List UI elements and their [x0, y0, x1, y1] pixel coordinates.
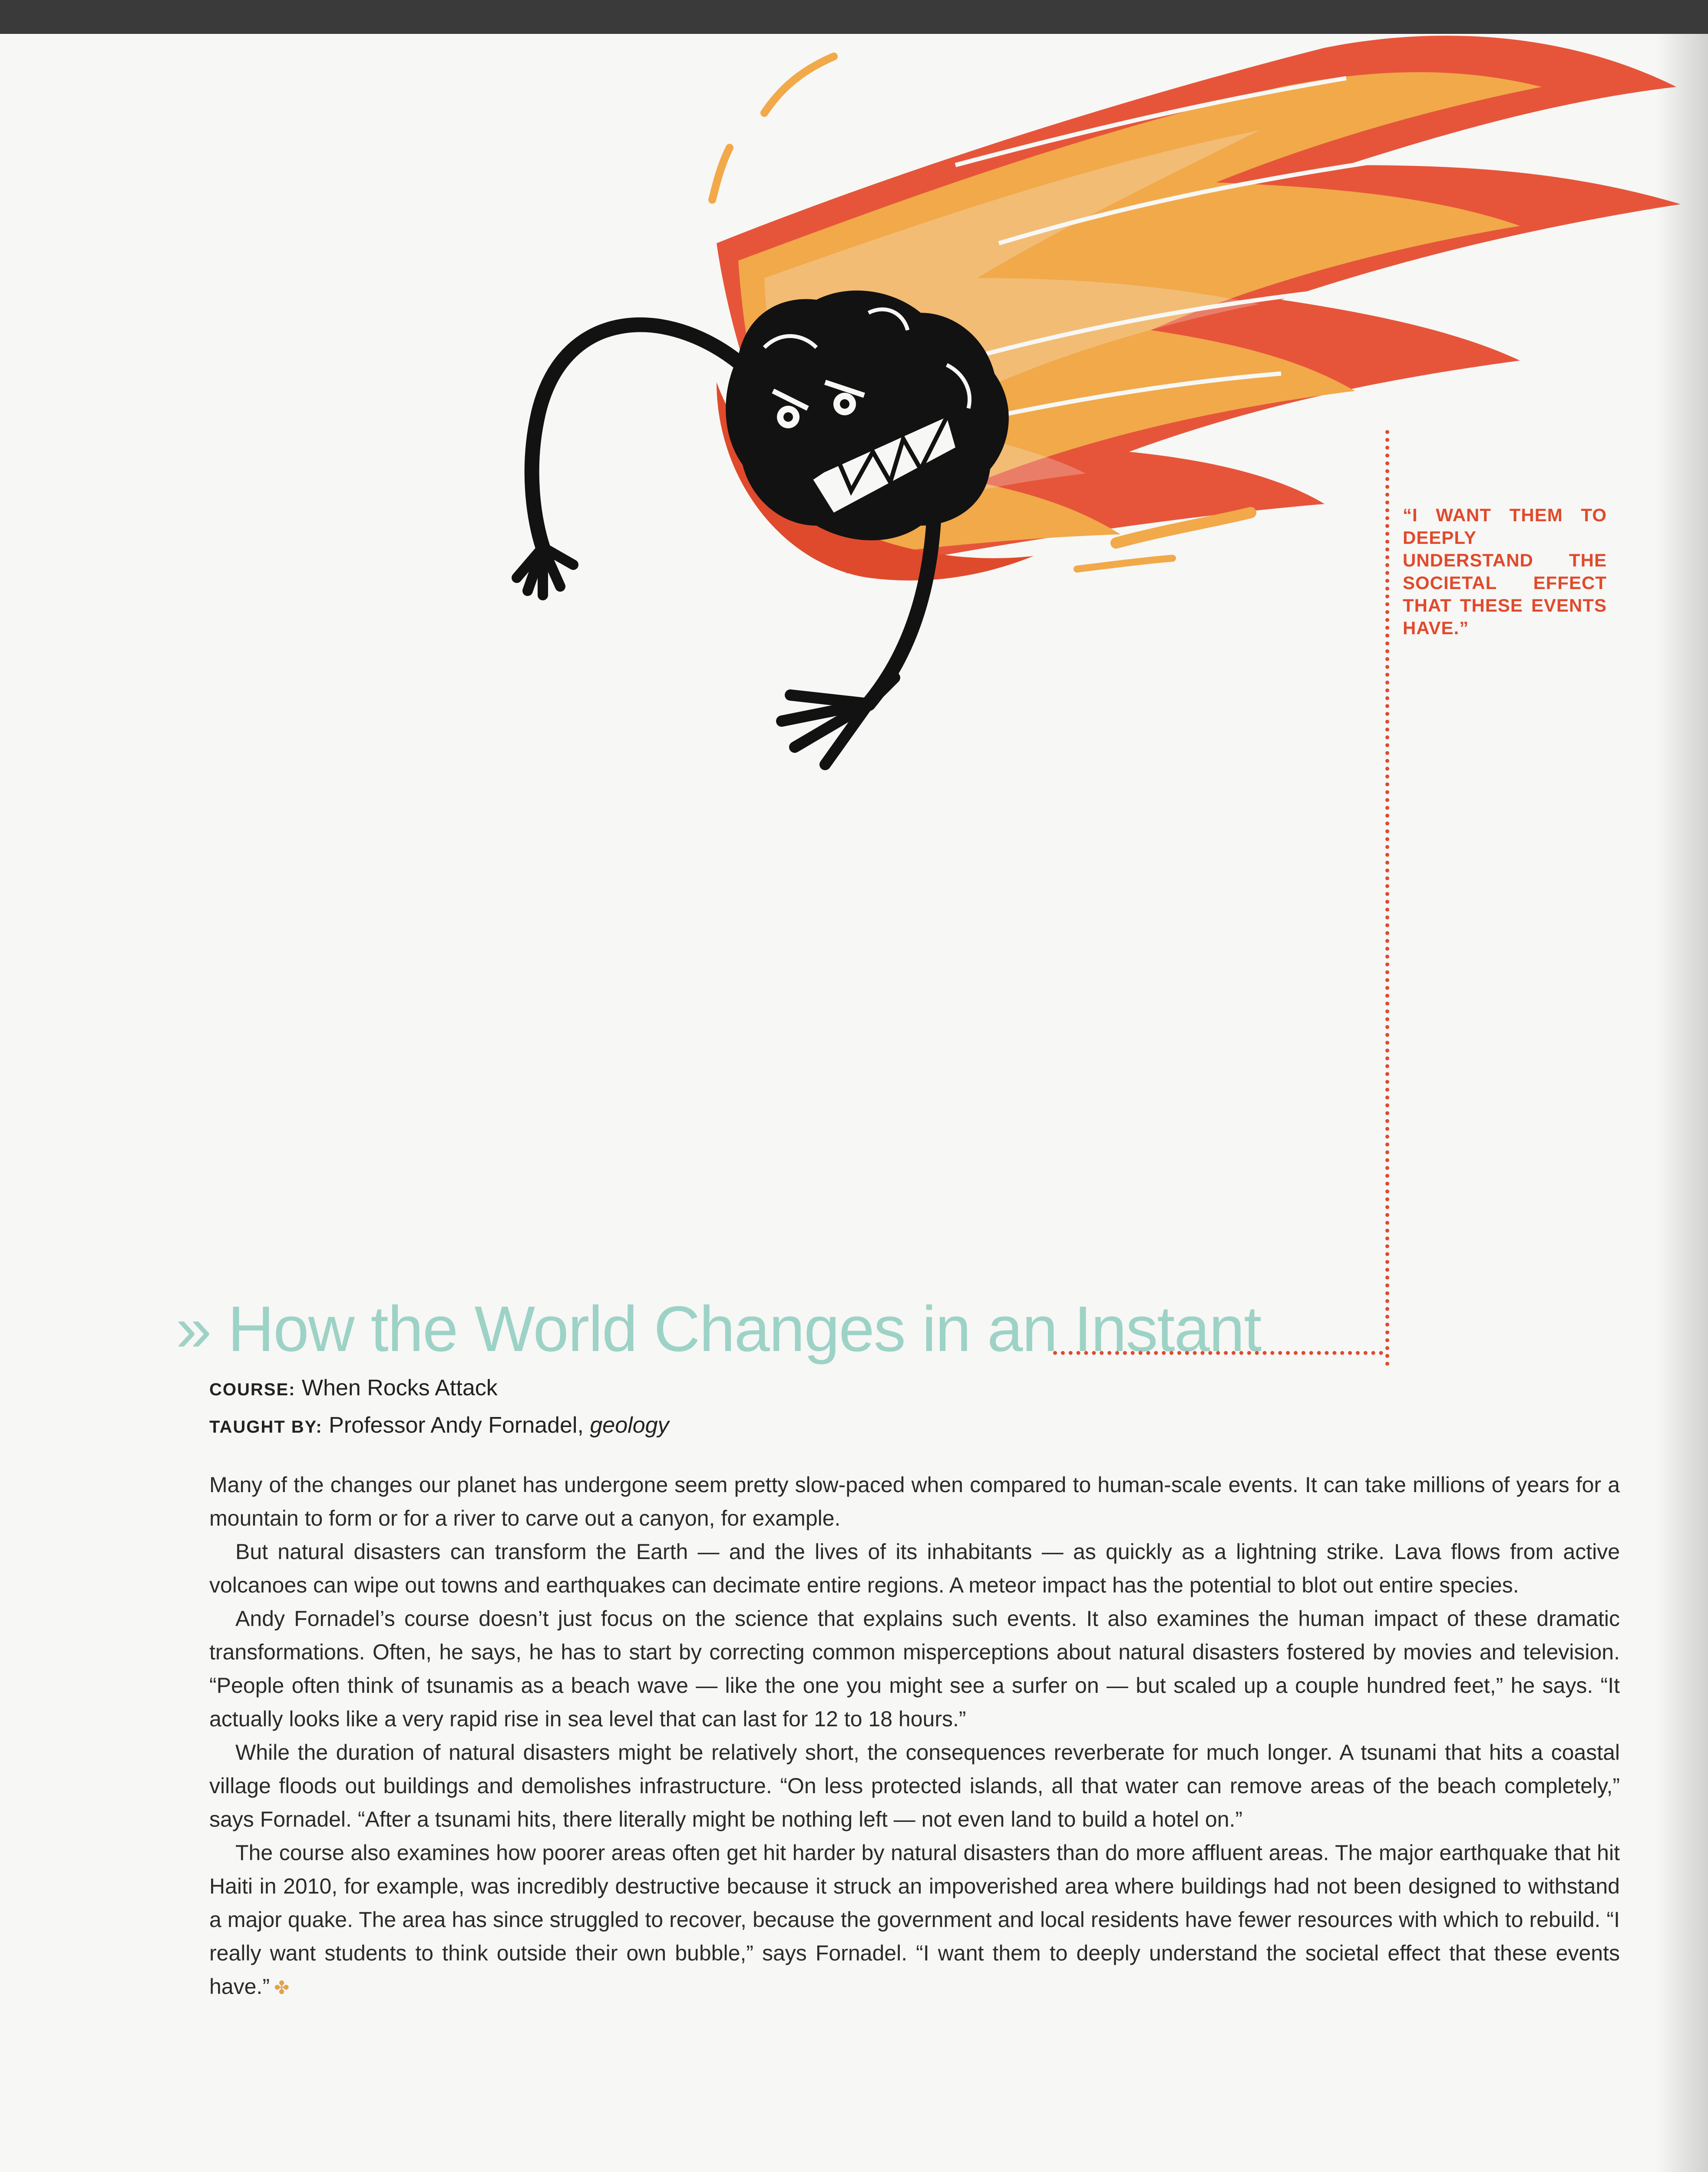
taught-by-label: TAUGHT BY: [209, 1417, 323, 1437]
headline-title: How the World Changes in an Instant [228, 1293, 1261, 1365]
paragraph-1: Many of the changes our planet has undergone seem pretty slow-paced when compared to human-scale events. It can take millions of years for a mountain to form or for a river to carve out a canyon, for example. [209, 1473, 1620, 1530]
headline-dotted-leader [1053, 1351, 1383, 1355]
course-line [209, 1374, 861, 1404]
paragraph-4: While the duration of natural disasters might be relatively short, the consequences reverberate for much longer. A tsunami that hits a coastal village floods out buildings and demolishes infrastructure. “On less protected islands, all that water can remove areas of the beach completely,” says Fornadel. “After a tsunami hits, there literally might be nothing left — not even land to build a hotel on.” [209, 1740, 1620, 1831]
end-mark-icon: ✤ [274, 1977, 290, 1998]
course-label: COURSE: [209, 1380, 296, 1399]
taught-by-line [209, 1411, 861, 1441]
meteor-illustration [0, 0, 1708, 869]
department: geology [590, 1413, 669, 1438]
course-value: When Rocks Attack [301, 1375, 498, 1401]
paragraph-2: But natural disasters can transform the Earth — and the lives of its inhabitants — as quickly as a lightning strike. Lava flows from active volcanoes can wipe out towns and earthquakes can decimate entire regions. A meteor impact has the potential to blot out entire species. [209, 1540, 1620, 1597]
article-body [209, 1468, 1620, 2004]
pullquote-dotted-rule [1385, 430, 1389, 1366]
pull-quote: “I WANT THEM TO DEEPLY UNDERSTAND THE SOCIETAL EFFECT THAT THESE EVENTS HAVE.” [1403, 505, 1607, 638]
headline-marker: » [176, 1293, 211, 1365]
taught-by-value: Professor Andy Fornadel, [329, 1413, 584, 1438]
article-headline [176, 1295, 1388, 1368]
paragraph-3: Andy Fornadel’s course doesn’t just focus on the science that explains such events. It also examines the human impact of these dramatic transformations. Often, he says, he has to start by correcting common misperceptions about natural disasters fostered by movies and television. “People often think of tsunamis as a beach wave — like the one you might see a surfer on — but scaled up a couple hundred feet,” he says. “It actually looks like a very rapid rise in sea level that can last for 12 to 18 hours.” [209, 1606, 1620, 1731]
paragraph-5-wrap [209, 1836, 1620, 2004]
paragraph-5: The course also examines how poorer areas often get hit harder by natural disasters than do more affluent areas. The major earthquake that hit Haiti in 2010, for example, was incredibly destructive because it struck an impoverished area where buildings had not been designed to withstand a major quake. The area has since struggled to recover, because the government and local residents have fewer resources with which to rebuild. “I really want students to think outside their own bubble,” says Fornadel. “I want them to deeply understand the societal effect that these events have.” [209, 1841, 1620, 1999]
